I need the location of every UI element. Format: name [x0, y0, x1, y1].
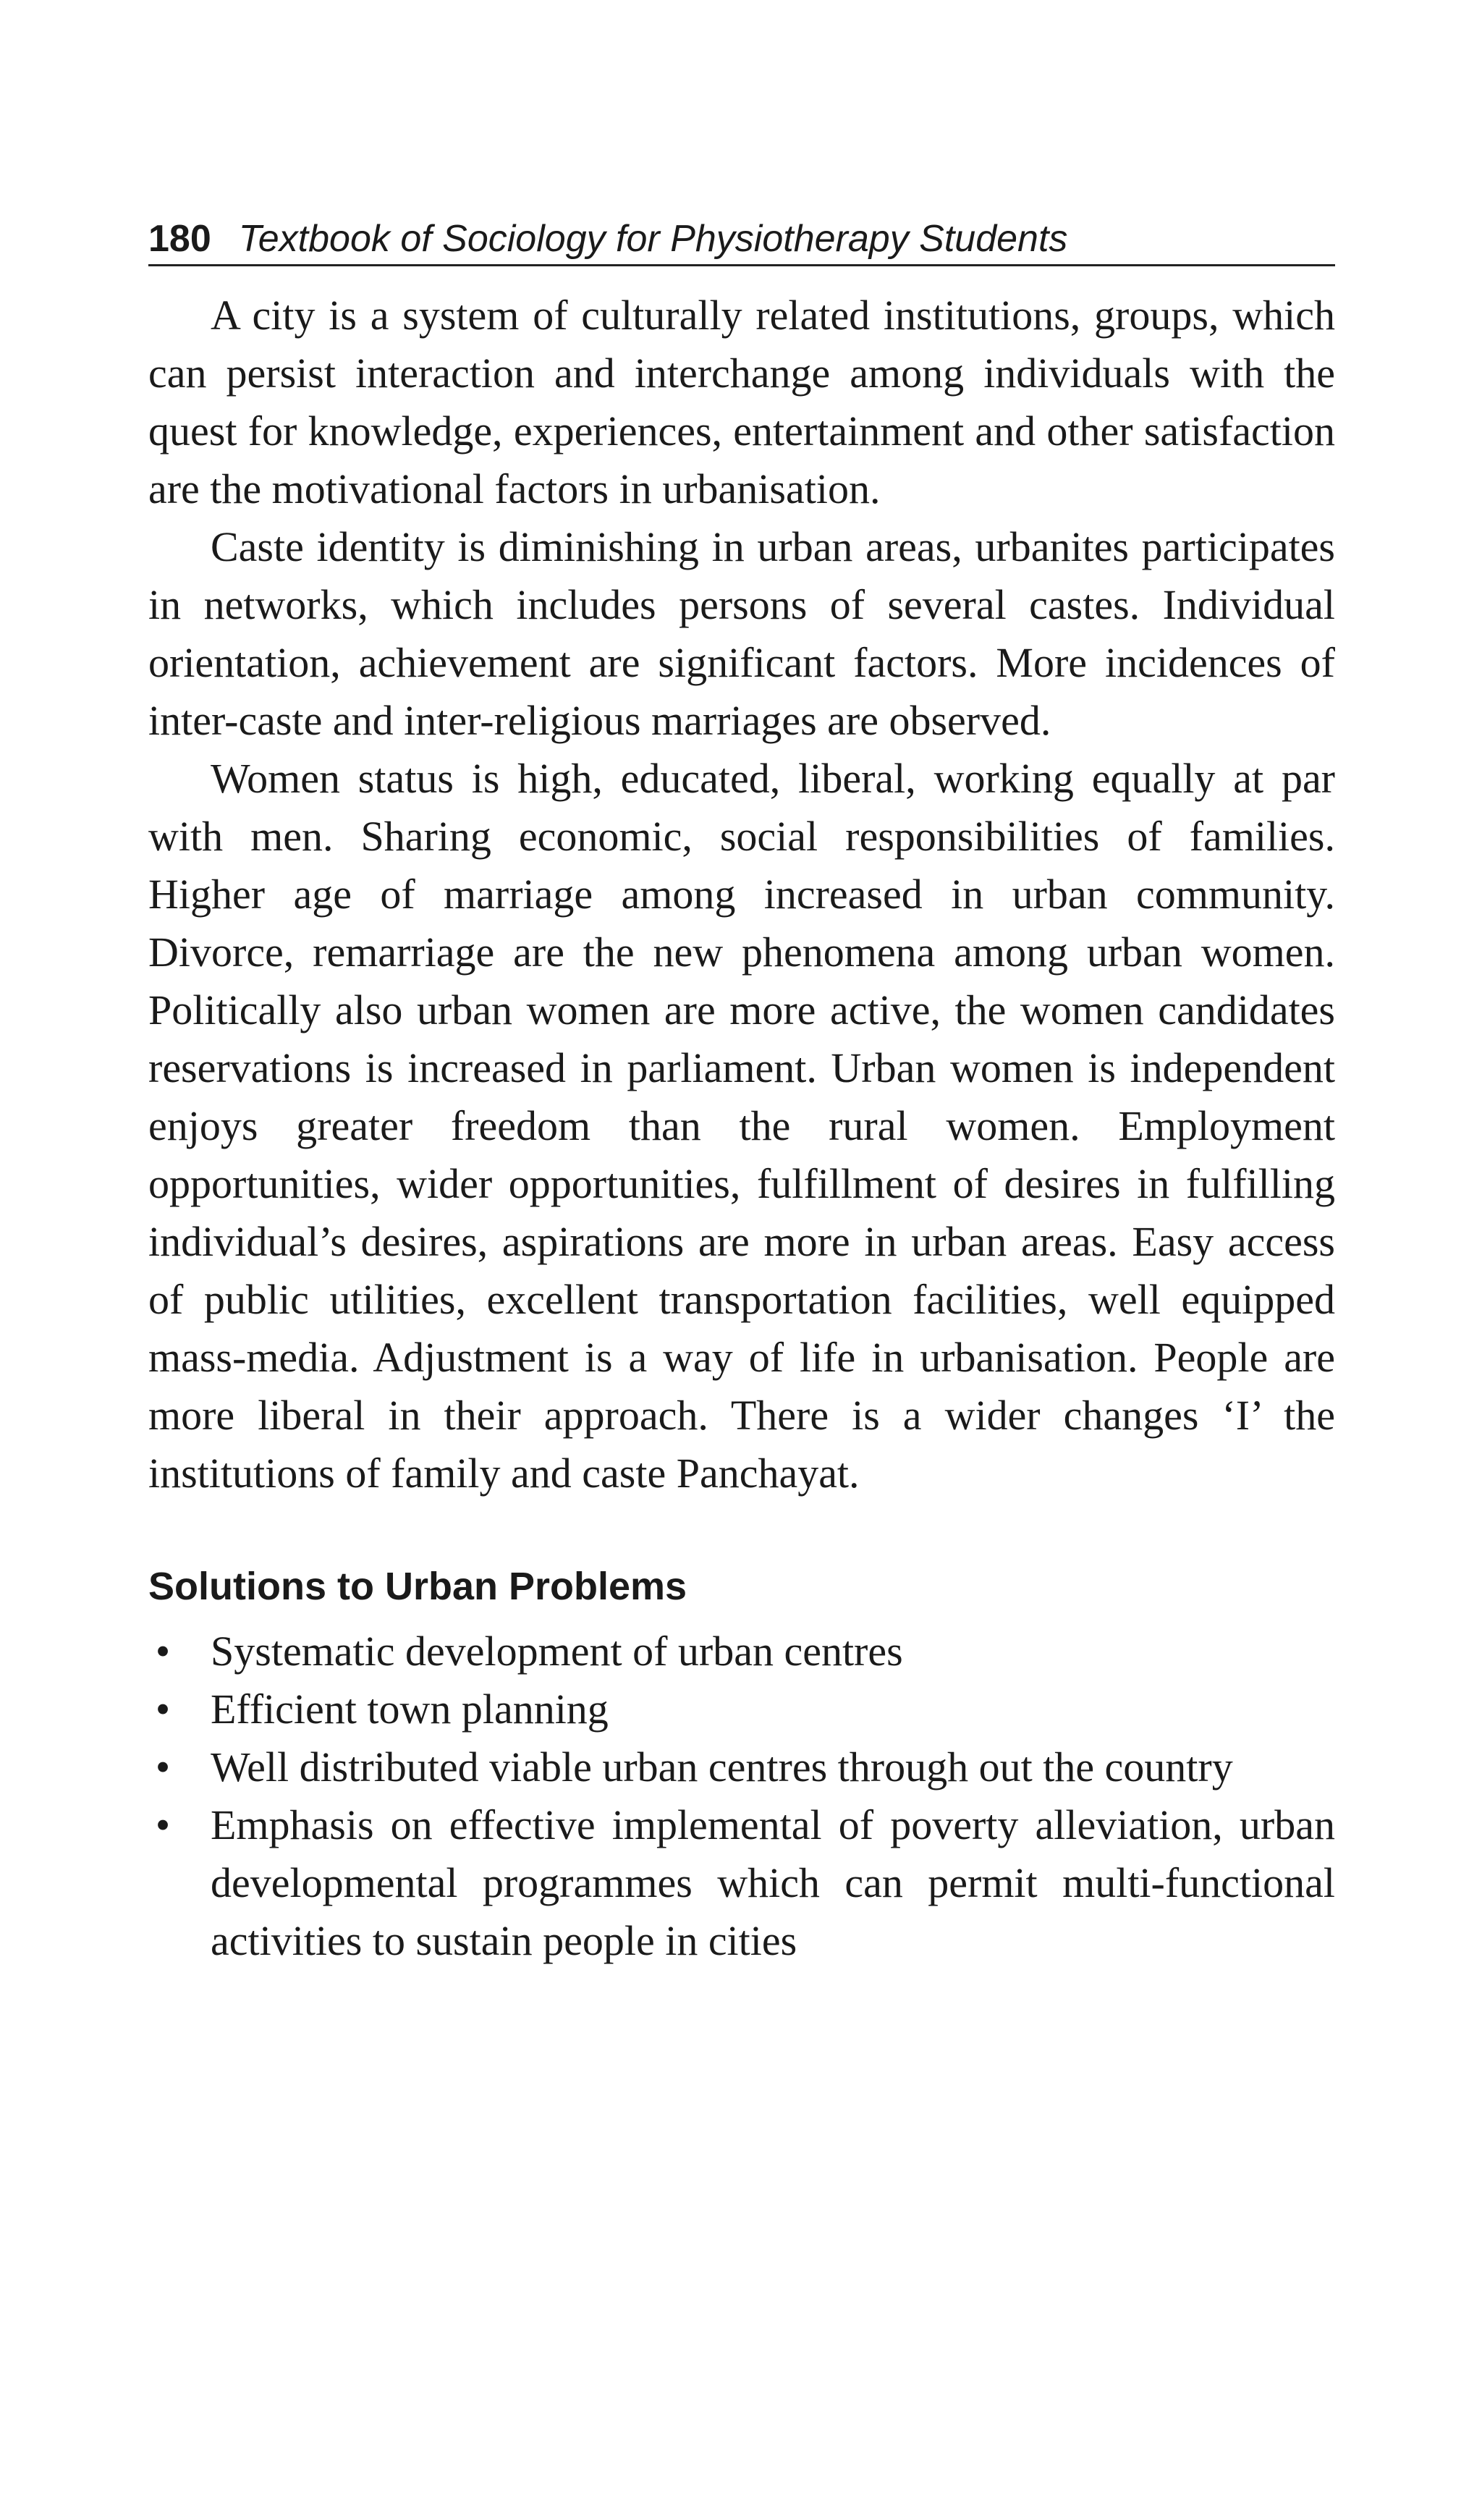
bullet-icon: •: [155, 1628, 171, 1675]
bullet-icon: •: [155, 1743, 171, 1790]
body-text: [148, 287, 1335, 1502]
section-heading: Solutions to Urban Problems: [148, 1565, 687, 1608]
paragraph-city-definition: A city is a system of culturally related institutions, groups, which can persist interaction and interchange among individuals with the quest for knowledge, experiences, entertainment and other satisfaction are the motivational factors in urbanisation.: [148, 292, 1335, 512]
solutions-list: [148, 1623, 1335, 1970]
book-page: [148, 210, 1335, 1970]
list-item-text: Emphasis on effective implemental of poverty alleviation, urban developmental programmes which can permit multi-functional activities to sustain people in cities: [211, 1801, 1335, 1964]
list-item: [148, 1796, 1335, 1970]
list-item-text: Efficient town planning: [211, 1686, 609, 1733]
list-item-text: Systematic development of urban centres: [211, 1628, 903, 1675]
book-title: Textbook of Sociology for Physiotherapy Students: [238, 218, 1068, 260]
page-number: 180: [148, 218, 211, 260]
bullet-icon: •: [155, 1686, 171, 1733]
list-item: [148, 1738, 1335, 1796]
bullet-icon: •: [155, 1801, 171, 1848]
list-item: [148, 1623, 1335, 1680]
paragraph-women-status: Women status is high, educated, liberal, working equally at par with men. Sharing economic, social responsibilities of families. Higher age of marriage among increased in urban community. Divorce, remarriage are the new phenomena among urban women. Politically also urban women are more active, the women candidates reservations is increased in parliament. Urban women is independent enjoys greater freedom than the rural women. Employment opportunities, wider opportunities, fulfillment of desires in fulfilling individual’s desires, aspirations are more in urban areas. Easy access of public utilities, excellent transportation facilities, well equipped mass-media. Adjustment is a way of life in urbanisation. People are more liberal in their approach. There is a wider changes ‘I’ the institutions of family and caste Panchayat.: [148, 755, 1335, 1497]
list-item: [148, 1680, 1335, 1738]
running-header: [148, 210, 1335, 266]
paragraph-caste-identity: Caste identity is diminishing in urban areas, urbanites participates in networks, which includes persons of several castes. Individual orientation, achievement are significant factors. More incidences of inter-caste and inter-religious marriages are observed.: [148, 523, 1335, 744]
list-item-text: Well distributed viable urban centres through out the country: [211, 1743, 1233, 1790]
